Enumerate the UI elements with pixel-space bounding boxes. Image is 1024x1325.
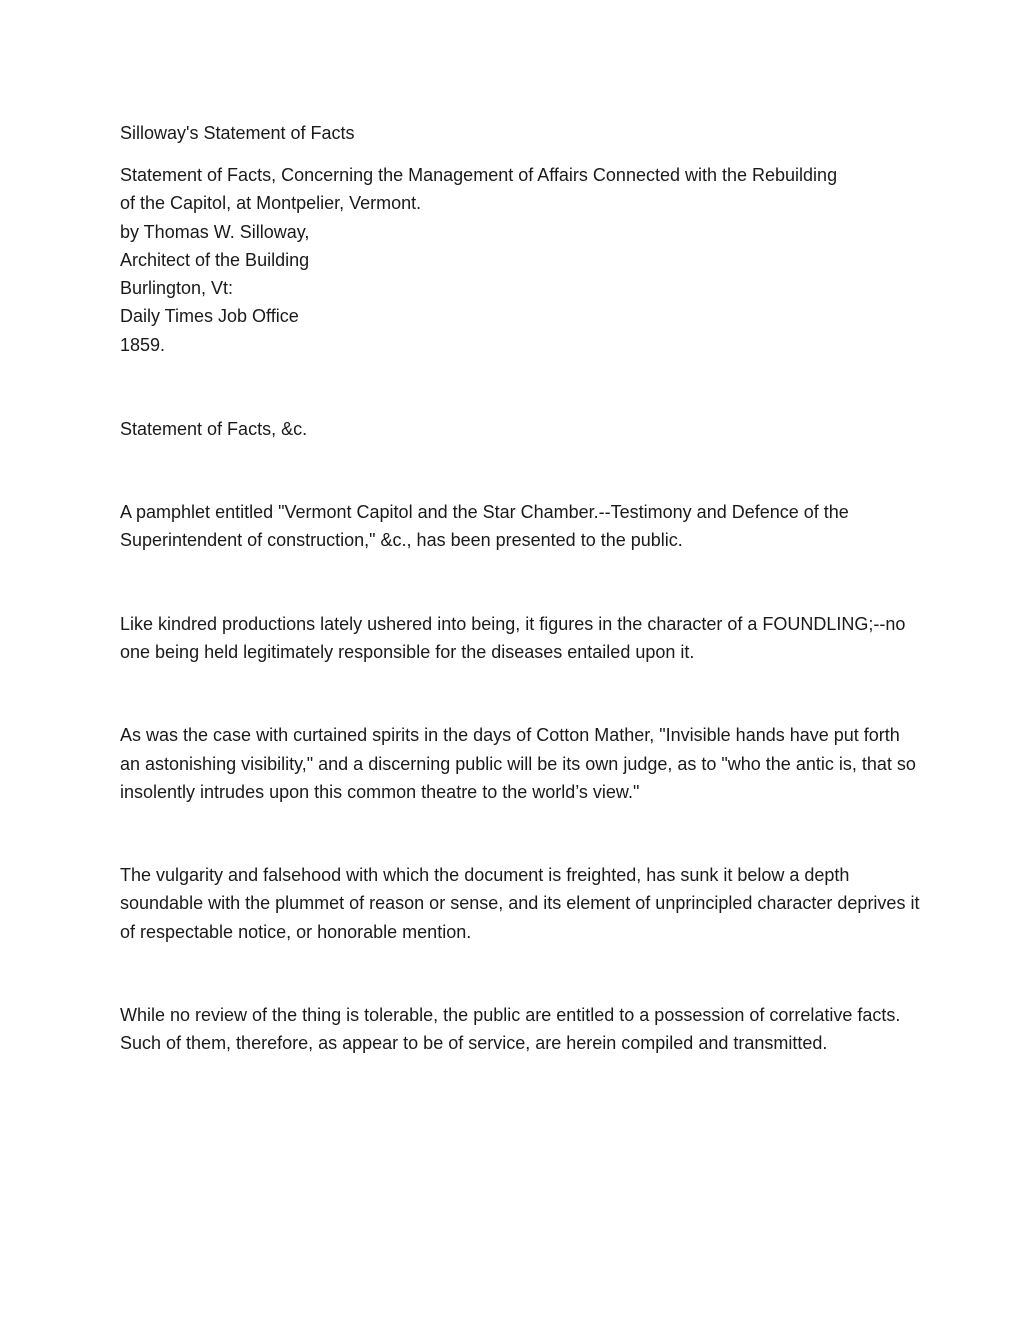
- document-page: [120, 119, 920, 1058]
- paragraph: While no review of the thing is tolerable, the public are entitled to a possession of correlative facts. Such of them, therefore, as appear to be of service, are herein compiled and transmitted.: [120, 1005, 901, 1054]
- title-line: Statement of Facts, Concerning the Management of Affairs Connected with the Rebuilding: [120, 165, 838, 185]
- title-block: [120, 161, 920, 359]
- publisher-place-line: Burlington, Vt:: [120, 278, 234, 299]
- title-line: of the Capitol, at Montpelier, Vermont.: [120, 193, 422, 214]
- document-heading: Silloway's Statement of Facts: [120, 123, 355, 143]
- author-role-line: Architect of the Building: [120, 249, 310, 270]
- publisher-line: Daily Times Job Office: [120, 306, 299, 327]
- paragraph: The vulgarity and falsehood with which the document is freighted, has sunk it below a depth soundable with the plummet of reason or sense, and its element of unprincipled character deprives it of respectable notice, or honorable mention.: [120, 865, 920, 942]
- paragraph: As was the case with curtained spirits in the days of Cotton Mather, "Invisible hands have put forth an astonishing visibility," and a discerning public will be its own judge, as to "who the antic is, that so insolently intrudes upon this common theatre to the world’s view.": [120, 725, 916, 802]
- paragraph: Like kindred productions lately ushered into being, it figures in the character of a FOUNDLING;--no one being held legitimately responsible for the diseases entailed upon it.: [120, 613, 906, 662]
- publication-year-line: 1859.: [120, 334, 166, 355]
- paragraph: A pamphlet entitled "Vermont Capitol and the Star Chamber.--Testimony and Defence of the Superintendent of construction," &c., has been presented to the public.: [120, 502, 849, 551]
- author-line: by Thomas W. Silloway,: [120, 221, 310, 242]
- section-heading: Statement of Facts, &c.: [120, 419, 308, 440]
